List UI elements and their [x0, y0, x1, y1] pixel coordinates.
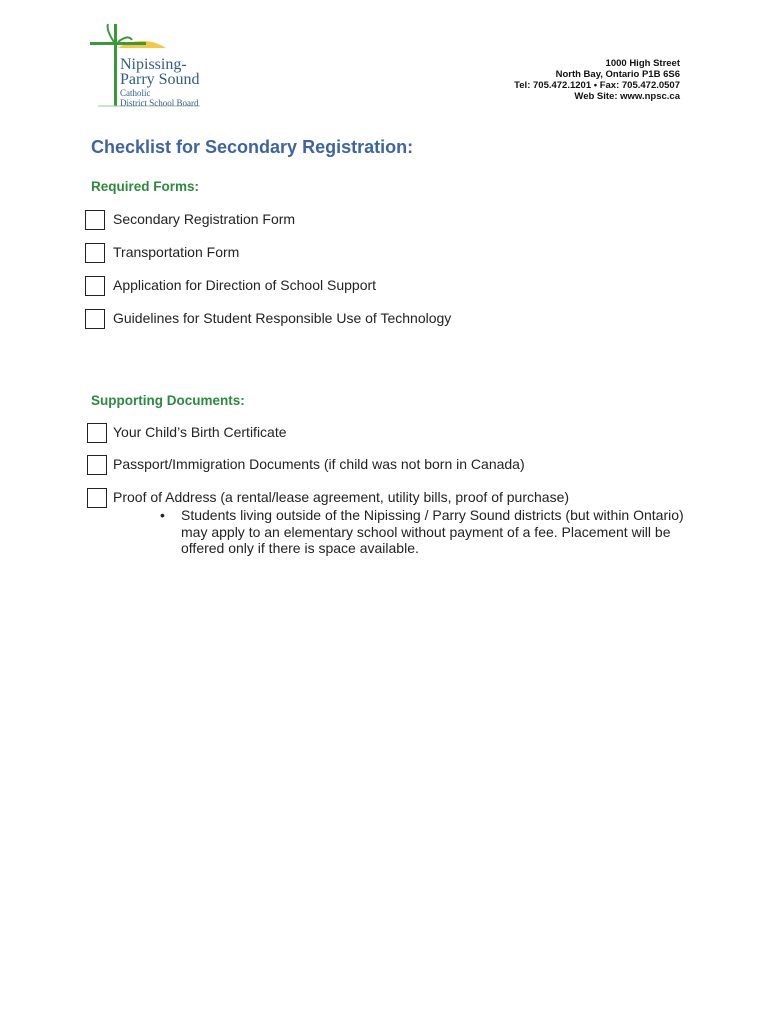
checkbox[interactable] [85, 276, 105, 296]
checkbox[interactable] [87, 488, 107, 508]
checklist-item-label: Proof of Address (a rental/lease agreement, utility bills, proof of purchase) [113, 489, 570, 505]
address-web: Web Site: www.npsc.ca [574, 91, 680, 102]
logo-line-4: District School Board [120, 98, 199, 108]
checklist-item-label: Guidelines for Student Responsible Use of Technology [113, 310, 452, 326]
supporting-documents-heading: Supporting Documents: [91, 393, 245, 408]
address-phone: Tel: 705.472.1201 • Fax: 705.472.0507 [514, 80, 680, 91]
logo-line-2: Parry Sound [120, 71, 200, 88]
required-forms-heading: Required Forms: [91, 179, 200, 194]
address-block [514, 58, 680, 102]
address-street: 1000 High Street [605, 58, 680, 69]
checklist-item-label: Passport/Immigration Documents (if child was not born in Canada) [113, 456, 525, 472]
bullet-icon: • [160, 507, 165, 523]
checklist-item-label: Transportation Form [113, 244, 240, 260]
logo-line-3: Catholic [120, 88, 151, 98]
logo-line-1: Nipissing- [120, 56, 187, 73]
checklist-item-label: Your Child’s Birth Certificate [113, 424, 287, 440]
checkbox[interactable] [87, 423, 107, 443]
page-title: Checklist for Secondary Registration: [91, 137, 414, 157]
school-board-logo [88, 20, 208, 110]
placement-note: Students living outside of the Nipissing / Parry Sound districts (but within Ontario) may apply to an elementary school without payment of a fee. Placement will be offered only if there is space available. [181, 507, 684, 556]
checklist-item-label: Application for Direction of School Support [113, 277, 377, 293]
checkbox[interactable] [87, 455, 107, 475]
checkbox[interactable] [85, 210, 105, 230]
checkbox[interactable] [85, 309, 105, 329]
address-city: North Bay, Ontario P1B 6S6 [555, 69, 680, 80]
checklist-item-label: Secondary Registration Form [113, 211, 296, 227]
checkbox[interactable] [85, 243, 105, 263]
